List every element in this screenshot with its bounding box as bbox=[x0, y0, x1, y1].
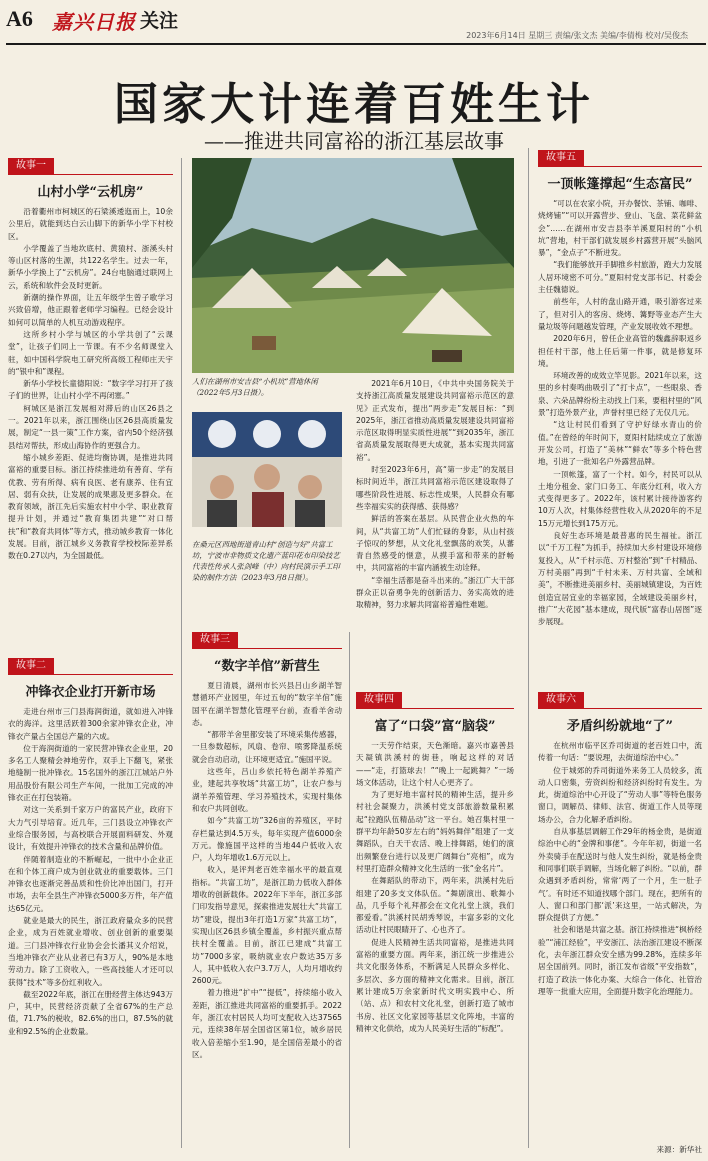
story-tag: 故事二 bbox=[8, 658, 173, 675]
photo-camping bbox=[192, 158, 514, 397]
masthead bbox=[0, 0, 708, 42]
source-credit: 来源：新华社 bbox=[656, 1145, 702, 1154]
story-3 bbox=[192, 632, 342, 1158]
story-body: 在杭州市临平区乔司街道的老百姓口中，流传着一句话：“要说理，去街道综治中心。” 位于城郊的乔司街道外来务工人员较多，流动人口密集，劳资纠纷和经济纠纷时有发生。为此，街道综治中心开设了“劳动人事”等特色服务窗口，调解员、律师、法官、街道工作人员等现场办公，合力化解矛盾纠纷。 自从事基层调解工作29年的杨金贵，是街道综治中心的“金牌和事佬”。今年年初，街道一名外卖骑手在配送时与他人发生纠纷，就是杨金贵和同事们联手调解，当场化解了纠纷。“以前，群众遇到矛盾纠纷，常常‘两了一个月，生一肚子气’。有时还不知道找哪个部门。现在，把所有的人、窗口和部门都‘派’来这里，一站式解决，为群众提供了方便。” 社会和谐是共富之基。浙江持续推进“枫桥经验”“浦江经验”，平安浙江、法治浙江建设不断深化，去年浙江群众安全感为99.28%，连续多年居全国前列。同时，浙江发布省级“平安指数”，打造了政法一体化办案、大综合一体化、社管治理等一批重大应用，全面提升数字化治理能力。 bbox=[538, 741, 702, 996]
story-6 bbox=[538, 692, 702, 1156]
intro-text: 2021年6月10日，《中共中央国务院关于支持浙江高质量发展建设共同富裕示范区的意见》正式发布，提出“两步走”发展目标：“到2025年，浙江省推动高质量发展建设共同富裕示范区取得明显实质性进展”“到2035年，浙江省高质量发展取得更大成就，基本实现共同富裕”。 时至2023年6月，高“第一步走”的发展目标时间近半，浙江共同富裕示范区建设取得了哪些阶段性进展、标志性成果，人民群众有哪些幸福实实的获得感、获得感？ 鲜活的答案在基层。从民营企业火热的车间，从“共富工坊”人们忙碌的身影，从山村孩子惊叹的梦想，从文化礼堂飘荡的欢笑，从蕃青自然感受的惬意，从摸手富和带来的舒畅中，共同富裕的丰富内涵被生动诠释。 “幸福生活都是奋斗出来的。”浙江广大干部群众正以奋勇争先的创新活力、务实高效的进取精神，努力求解共同富裕普遍性难题。 bbox=[356, 379, 514, 610]
headline: 国家大计连着百姓生计 bbox=[114, 79, 594, 130]
story-title: 矛盾纠纷就地“了” bbox=[567, 719, 673, 734]
story-title: 冲锋衣企业打开新市场 bbox=[25, 685, 156, 700]
story-tag: 故事四 bbox=[356, 692, 514, 709]
story-body: “可以在农家小院，开办餐饮、茶铺、咖啡、烧烤铺”“可以开露营步、登山、飞盘、菜花鲜盆会”……在湖州市安吉县李羊溪夏阳村的“小机坑”营地，村干部们就发展乡村露营开展“头脑风暴”，“金点子”不断迸发。 “我们能够放开手脚推乡村旅游，跑大力发展人居环境密不可分。”夏阳村党支部书记、村委会主任魏德说。 前些年，人村的盘山路开通，吸引游客过来了，但对引入的客房、烧烤、篝野等业态产生大量垃圾等问题越发管理，产业发展收效不理想。 2020年6月，曾任企业高管的魏鑫辞职返乡担任村干部，他上任后第一件事，就是修复环境。 环境改善的成效立竿见影。2021年以来，这里的乡村奏鸣曲吸引了“打卡点”，一些眼泉、香泉、六朵品牌纷纷主动找上门来，要租村里的“风景”打造外景产业，声誉村里已经了无仅几元。 “这让村民们看到了守护好绿水青山的价值。”在曾经的年时间下，夏阳村陆续成立了旅游开发公司，打造了“美林”“鲜农”等多个特色营地，引进了一批知名户外露营品牌。 一顶帐篷，富了一个村。如今，村民可以从土地分租金、家门口务工、年底分红利，收入方式变得更多了。2022年，该村累计接待游客约10万人次，村集体经营性收入从2020年的不足15万元增长到175万元。 良好生态环境是最普惠的民生福祉。浙江以“千万工程”为抓手，持续加大乡村建设环境修复投入，从“千村示范、万村整治”到“千村精品、万村美丽”再到“千村未来、万村共富、全域和美”，不断推进美丽乡村、美丽城镇建设，为百姓创造宜居宜业的幸福家园，全域建设美丽乡村，推广“大花园”基本建成，现代版“富春山居图”逐步展现。 bbox=[538, 199, 702, 627]
story-1 bbox=[8, 158, 173, 624]
story-tag: 故事五 bbox=[538, 150, 702, 167]
story-4 bbox=[356, 692, 514, 1158]
photo-caption: 人们在湖州市安吉县“小机坑”营地休闲（2022年5月3日摄）。 bbox=[192, 377, 318, 397]
column-divider bbox=[181, 158, 182, 1148]
page-number: A6 bbox=[6, 6, 33, 31]
camping-image bbox=[192, 158, 514, 373]
photo-indigo-dyeing bbox=[192, 412, 342, 602]
story-5 bbox=[538, 150, 702, 678]
story-tag: 故事三 bbox=[192, 632, 342, 649]
dyeing-image bbox=[192, 412, 342, 527]
story-body: 一天劳作结束，天色渐暗。嘉兴市嘉善县天凝镇洪溪村的街巷，响起这样的对话——“走，打篮球去！”“晚上一起跳舞？”一场场文体活动，让这个村人心更齐了。 为了更好地丰富村民的精神生活，提升乡村社会凝聚力，洪溪村党支部旅游数量积累起“拉跑队伍精品动”这一平台。她召集村里一群平均年龄50岁左右的“妈妈舞伴”组建了一支舞蹈队，白天干农活、晚上排舞蹈，她们的演出频繁登台进行以及更广阔舞台“亮相”，成为村里打造群众精神文化生活的一张“金名片”。 在舞蹈队的带动下，两年来，洪溪村先后组建了20多支文体队伍。“舞剧演出、歌舞小品，几乎每个礼拜都会在文化礼堂上演，我们都爱看。”洪溪村民胡秀琴说，丰富多彩的文化活动让村民眼睛开了、心也齐了。 促进人民精神生活共同富裕，是推进共同富裕的重要方面。两年来，浙江统一步推进公共文化服务体系，不断满足人民群众多样化、多层次、多方面的精神文化需求。目前，浙江累计建成5万余家新时代文明实践中心、所（站、点）和农村文化礼堂，创新打造了城市书房、社区文化家园等基层文化阵地，丰富的精神文化供给，成为人民美好生活的“标配”。 bbox=[356, 741, 514, 1033]
column-divider bbox=[528, 148, 529, 1148]
column-divider bbox=[349, 632, 350, 1148]
section-name: 关注 bbox=[140, 10, 179, 32]
masthead-rule bbox=[6, 43, 706, 45]
story-tag: 故事一 bbox=[8, 158, 173, 175]
story-title: 富了“口袋”富“脑袋” bbox=[374, 719, 496, 734]
story-body: 夏日清晨，湖州市长兴县吕山乡湖羊智慧循环产业园里，年过五旬的“数字羊倌”施国平在湖羊智慧化管理平台前，查看羊舍动态。 “都带羊舍里都安装了环境采集传感器，一旦参数超标，风扇、卷帘、喷雾降温系统就会自动启动，让环境更适宜。”施国平说。 这些年，吕山乡依托特色湖羊养殖产业，建起共享牧场“共富工坊”，让农户参与湖羊养殖管理、学习养殖技术，实现村集体和农户共同创收。 如今“共富工坊”326亩的养殖区，平时存栏量达到4.5万头，每年实现产值6000余万元。像施国平这样的当地44户低收入农户，人均年增收1.6万元以上。 收入，是评判老百姓幸福水平的最直观指标。“共富工坊”，是浙江助力低收入群体增收的创新载体。2022年下半年，浙江多部门印发指导意见，探索推进发展壮大“共富工坊”建设，提出3年打造1万家“共富工坊”，实现山区26县乡镇全覆盖，乡村振兴重点帮扶村全覆盖。目前，浙江已建成“共富工坊”7000多家，吸纳就业农户数达35万多人，其中低收入农户3.7万人，人均月增收约2600元。 着力推进“扩中”“提低”，持续缩小收入差距，浙江推进共同富裕的重要抓手。2022年，浙江农村居民人均可支配收入达37565元，连续38年居全国省区第1位，城乡居民收入倍差缩小至1.90，是全国倍差最小的省区。 bbox=[192, 681, 342, 1059]
newspaper-logo: 嘉兴日报 bbox=[52, 10, 136, 34]
story-body: 走进台州市三门县海润街道，就如进入冲锋衣的海洋。这里活跃着300余家冲锋衣企业，冲锋衣产量占全国总产量的六成。 位于海润街道的一家民营冲锋衣企业里，20多名工人聚精会神地劳作，双手上下翻飞，紧张地缝制一批冲锋衣。15名国外的浙江江城站户外用品股份有限公司生产车间，一批加工完成的冲锋衣正在打包装箱。 对这一关系到千家万户的富民产业，政府下大力气引导培育。近几年，三门县设立冲锋衣产业综合服务园，与高校联合开展面料研发、外观设计，有效提升冲锋衣的技术含量和品牌价值。 伴随着制造业的不断崛起，一批中小企业正在和个体工商户成为创业就业的重要载体。三门冲锋衣也逐渐完善品质和性价比冲出国门，打开市场，去年全县生产冲锋衣5000多万件，年产值达65亿元。 就业是最大的民生，浙江政府量众多的民营企业，成为百姓就业增收、创业创新的重要渠道。三门县冲锋衣行业协会会长潘其义介绍说，当地冲锋衣产业从业者已有3万人，90%是本地劳动力。除了工资收入，一些高技能人才还可以获得“技术”等多份红利收入。 截至2022年底，浙江在册经营主体达943万户，其中，民营经济贡献了全省67%的生产总值，71.7%的税收，82.6%的出口，87.5%的就业和92.5%的企业数量。 bbox=[8, 707, 173, 1036]
story-title: “数字羊倌”新营生 bbox=[214, 659, 320, 674]
story-title: 一顶帐篷撑起“生态富民” bbox=[547, 177, 693, 192]
photo-caption: 在桑元区西地街道青山村“创造与好”共富工坊，宁波市非物质文化遗产蓝印花布印染技艺代表性传承人张剑峰（中）向村民演示手工印染的制作方法（2023年3月8日摄）。 bbox=[192, 540, 340, 582]
story-title: 山村小学“云机房” bbox=[37, 185, 144, 200]
subheadline: ——推进共同富裕的浙江基层故事 bbox=[204, 129, 504, 153]
story-body: 沿着衢州市柯城区的石梁溪逶迤而上，10余公里后，就能到达白云山脚下的新华小学下村校区。 小学覆盖了当地坎底村、黄猿村、浙溪头村等山区村落的生源，共122名学生。过去一年，新华小学换上了“云机房”。24台电脑通过联网上云，系统和软件会及时更新。 新潮的操作界面，让五年级学生曾子歌学习兴致倍增，他正跟着老师学习编程。已经会设计如何可以简单的人机互动游戏程序。 这所乡村小学与城区的小学共创了“云课堂”，让孩子们同上一节课。有不少名师课堂入驻，如中国科学院电工研究所高级工程师庄天宇的“银中和”课程。 新华小学校长童德阳说：“数字学习打开了孩子们的世界，让山村小学不再闭塞。” 柯城区是浙江发展相对滞后的山区26县之一。2021年以来，浙江围绕山区26县高质量发展，制定“一县一策”工作方案，省内50个经济强县结对帮扶，形成山海协作的更强合力。 缩小城乡差距、促进均衡协调，是推进共同富裕的重要目标。浙江持续推进幼有善育、学有优教、劳有所得、病有良医、老有康养、住有宜居、弱有众扶，让发展的成果惠及更多群众。在教育领域，浙江先后实施农村中小学、职业教育提升计划，并通过“教育集团共建”“对口帮扶”和“教育共同体”等方式，推动城乡教育一体化发展。目前，浙江城乡义务教育学校校际差异系数在0.27以内，为全国最低。 bbox=[8, 207, 173, 561]
story-2 bbox=[8, 658, 173, 1161]
story-tag: 故事六 bbox=[538, 692, 702, 709]
issue-meta: 2023年6月14日 星期三 责编/张文杰 美编/李倩梅 校对/吴俊杰 bbox=[466, 31, 688, 40]
